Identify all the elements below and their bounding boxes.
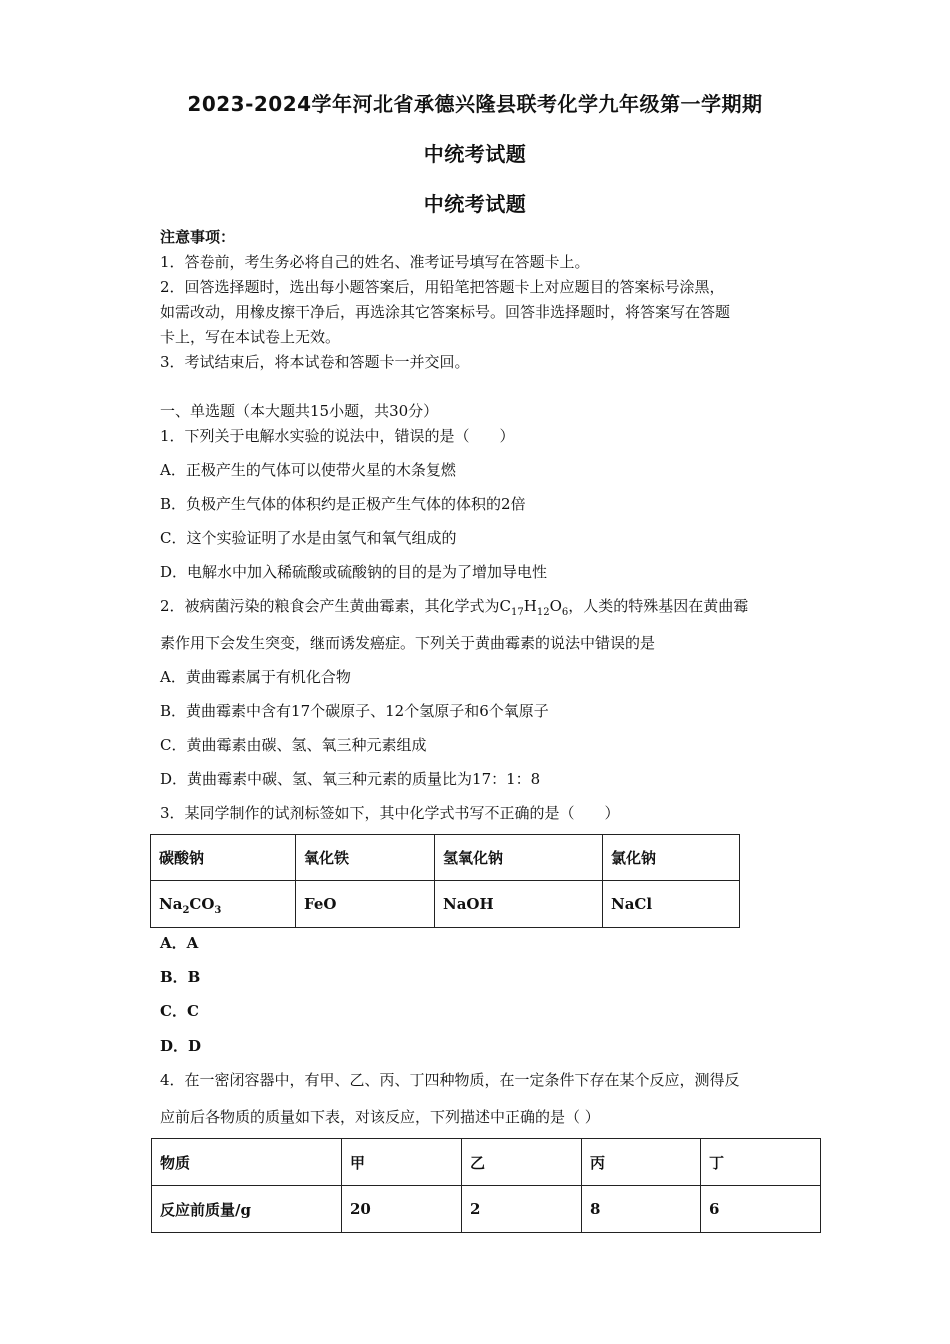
q3-label-table — [150, 834, 740, 928]
q2-sub-o: 6 — [561, 607, 569, 618]
q3-formula-2: FeO — [296, 881, 435, 928]
q2-stem — [160, 596, 748, 616]
q3-header-1: 碳酸钠 — [151, 835, 296, 881]
q3-header-3: 氢氧化钠 — [435, 835, 603, 881]
q4-header-1: 物质 — [152, 1139, 342, 1186]
q4-row1-cell-1: 反应前质量/g — [152, 1186, 342, 1233]
q4-row1-cell-2: 20 — [342, 1186, 462, 1233]
notice-item-2a: 2．回答选择题时，选出每小题答案后，用铅笔把答题卡上对应题目的答案标号涂黑， — [160, 278, 725, 296]
q3-header-4: 氯化钠 — [603, 835, 740, 881]
q4-header-2: 甲 — [342, 1139, 462, 1186]
q2-option-b: B．黄曲霉素中含有17个碳原子、12个氢原子和6个氧原子 — [160, 702, 549, 720]
q4-mass-table — [151, 1138, 821, 1233]
notice-item-2b: 如需改动，用橡皮擦干净后，再选涂其它答案标号。回答非选择题时，将答案写在答题 — [160, 303, 731, 321]
q3-formula-3: NaOH — [435, 881, 603, 928]
q3-option-d: D．D — [160, 1037, 202, 1055]
notice-item-2c: 卡上，写在本试卷上无效。 — [160, 328, 341, 346]
q3-formula-4: NaCl — [603, 881, 740, 928]
doc-title-line2: 中统考试题 — [423, 142, 527, 166]
doc-title-line1: 2023-2024学年河北省承德兴隆县联考化学九年级第一学期期 — [187, 92, 763, 116]
q4-stem-line1: 4．在一密闭容器中，有甲、乙、丙、丁四种物质，在一定条件下存在某个反应，测得反 — [160, 1071, 740, 1089]
q1-option-d: D．电解水中加入稀硫酸或硫酸钠的目的是为了增加导电性 — [160, 563, 548, 581]
q3-formula-1-sub1: 2 — [182, 905, 190, 916]
notice-item-3: 3．考试结束后，将本试卷和答题卡一并交回。 — [160, 353, 470, 371]
doc-title-line3: 中统考试题 — [423, 192, 527, 216]
q2-sub-c: 17 — [511, 607, 524, 618]
q4-header-3: 乙 — [462, 1139, 582, 1186]
q4-header-5: 丁 — [701, 1139, 821, 1186]
q2-stem-post: ，人类的特殊基因在黄曲霉 — [568, 597, 749, 615]
q1-option-c: C．这个实验证明了水是由氢气和氧气组成的 — [160, 529, 457, 547]
q3-option-c: C．C — [160, 1002, 199, 1020]
q1-stem: 1．下列关于电解水实验的说法中，错误的是（ ） — [160, 427, 515, 445]
notice-item-1: 1．答卷前，考生务必将自己的姓名、准考证号填写在答题卡上。 — [160, 253, 590, 271]
q3-option-b: B．B — [160, 968, 201, 986]
q2-option-d: D．黄曲霉素中碳、氢、氧三种元素的质量比为17：1：8 — [160, 770, 541, 788]
q3-header-2: 氧化铁 — [296, 835, 435, 881]
q1-option-b: B．负极产生气体的体积约是正极产生气体的体积的2倍 — [160, 495, 526, 513]
q4-header-4: 丙 — [582, 1139, 701, 1186]
q3-formula-1-co: CO — [189, 895, 215, 913]
q4-row1-cell-5: 6 — [701, 1186, 821, 1233]
q2-o: O — [549, 597, 562, 615]
q2-sub-h: 12 — [536, 607, 550, 618]
q3-formula-1-sub2: 3 — [214, 905, 222, 916]
q3-formula-1 — [151, 881, 296, 928]
q2-option-a: A．黄曲霉素属于有机化合物 — [160, 668, 351, 686]
q2-h: H — [523, 597, 537, 615]
section-heading: 一、单选题（本大题共15小题，共30分） — [160, 402, 439, 420]
q4-row1-cell-3: 2 — [462, 1186, 582, 1233]
q4-row1-cell-4: 8 — [582, 1186, 701, 1233]
q2-stem-pre: 2．被病菌污染的粮食会产生黄曲霉素，其化学式为C — [160, 597, 512, 615]
q1-option-a: A．正极产生的气体可以使带火星的木条复燃 — [160, 461, 456, 479]
q2-stem-line2: 素作用下会发生突变，继而诱发癌症。下列关于黄曲霉素的说法中错误的是 — [160, 634, 656, 652]
q3-formula-1-na: Na — [159, 895, 183, 913]
q3-stem: 3．某同学制作的试剂标签如下，其中化学式书写不正确的是（ ） — [160, 804, 620, 822]
q3-option-a: A．A — [160, 934, 199, 952]
notice-heading: 注意事项： — [160, 228, 236, 246]
q4-stem-line2: 应前后各物质的质量如下表，对该反应，下列描述中正确的是（ ） — [160, 1108, 600, 1126]
q2-option-c: C．黄曲霉素由碳、氢、氧三种元素组成 — [160, 736, 427, 754]
